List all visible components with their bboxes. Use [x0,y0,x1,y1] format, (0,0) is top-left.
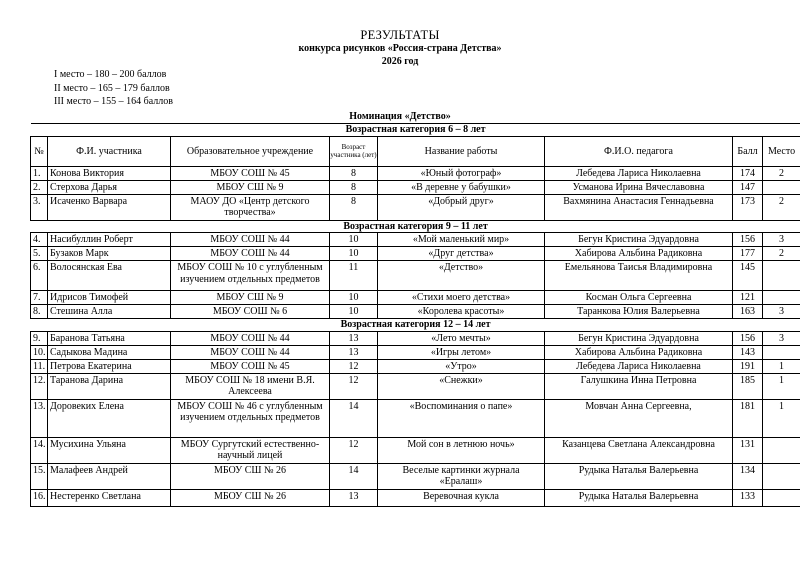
cell-teacher: Лебедева Лариса Николаевна [545,166,733,180]
cell-place: 3 [763,233,800,247]
cell-score: 181 [733,399,763,437]
cell-teacher: Хабирова Альбина Радиковна [545,247,733,261]
cell-score: 163 [733,305,763,319]
cell-institution: МБОУ СШ № 26 [171,463,330,489]
category-label: Возрастная категория 9 – 11 лет [31,220,800,233]
cell-place [763,261,800,291]
cell-score: 134 [733,463,763,489]
cell-number: 13. [31,399,48,437]
cell-work-title: Мой сон в летнюю ночь» [378,437,545,463]
scoring-line-first: I место – 180 – 200 баллов [54,69,167,80]
cell-teacher: Лебедева Лариса Николаевна [545,359,733,373]
cell-participant: Бузаков Марк [48,247,171,261]
cell-place [763,489,800,506]
cell-teacher: Таранкова Юлия Валерьевна [545,305,733,319]
table-row [31,489,800,506]
cell-score: 131 [733,437,763,463]
cell-work-title: «Снежки» [378,373,545,399]
cell-teacher: Бегун Кристина Эдуардовна [545,233,733,247]
cell-participant: Баранова Татьяна [48,331,171,345]
cell-teacher: Бегун Кристина Эдуардовна [545,331,733,345]
cell-number: 9. [31,331,48,345]
cell-place: 1 [763,359,800,373]
cell-institution: МБОУ СШ № 9 [171,291,330,305]
cell-age: 10 [330,291,378,305]
cell-score: 121 [733,291,763,305]
cell-age: 10 [330,233,378,247]
cell-age: 13 [330,331,378,345]
cell-teacher: Рудыка Наталья Валерьевна [545,463,733,489]
cell-place: 2 [763,166,800,180]
table-row [31,166,800,180]
cell-place [763,291,800,305]
document-year: 2026 год [381,56,419,67]
table-row [31,291,800,305]
cell-age: 12 [330,373,378,399]
cell-place: 2 [763,194,800,220]
cell-score: 185 [733,373,763,399]
table-row [31,463,800,489]
cell-place [763,345,800,359]
cell-age: 13 [330,489,378,506]
cell-participant: Петрова Екатерина [48,359,171,373]
cell-work-title: «Мой маленький мир» [378,233,545,247]
cell-work-title: «Добрый друг» [378,194,545,220]
cell-institution: МБОУ СШ № 9 [171,180,330,194]
cell-institution: МБОУ СШ № 26 [171,489,330,506]
cell-teacher: Рудыка Наталья Валерьевна [545,489,733,506]
header-work-title: Название работы [378,136,545,166]
cell-age: 13 [330,345,378,359]
cell-score: 173 [733,194,763,220]
cell-work-title: Веселые картинки журнала «Ералаш» [378,463,545,489]
cell-score: 147 [733,180,763,194]
cell-teacher: Хабирова Альбина Радиковна [545,345,733,359]
header-participant: Ф.И. участника [48,136,171,166]
table-row [31,399,800,437]
cell-teacher: Усманова Ирина Вячеславовна [545,180,733,194]
cell-work-title: «Лето мечты» [378,331,545,345]
cell-score: 133 [733,489,763,506]
cell-age: 8 [330,194,378,220]
cell-teacher: Мовчан Анна Сергеевна, [545,399,733,437]
cell-work-title: «Игры летом» [378,345,545,359]
cell-place: 1 [763,373,800,399]
cell-work-title: «Королева красоты» [378,305,545,319]
cell-place: 1 [763,399,800,437]
cell-place: 2 [763,247,800,261]
cell-teacher: Косман Ольга Сергеевна [545,291,733,305]
cell-work-title: «Детство» [378,261,545,291]
table-header-row [31,136,800,166]
cell-age: 14 [330,399,378,437]
category-row [31,124,800,137]
nomination-title: Номинация «Детство» [349,111,451,122]
cell-participant: Нестеренко Светлана [48,489,171,506]
header-teacher: Ф.И.О. педагога [545,136,733,166]
cell-participant: Исаченко Варвара [48,194,171,220]
cell-participant: Волосянская Ева [48,261,171,291]
table-row [31,247,800,261]
cell-participant: Стешина Алла [48,305,171,319]
cell-age: 11 [330,261,378,291]
cell-work-title: «Стихи моего детства» [378,291,545,305]
cell-score: 156 [733,331,763,345]
document-title: РЕЗУЛЬТАТЫ [360,28,440,42]
cell-teacher: Казанцева Светлана Александровна [545,437,733,463]
cell-participant: Идрисов Тимофей [48,291,171,305]
cell-number: 8. [31,305,48,319]
cell-number: 5. [31,247,48,261]
header-institution: Образовательное учреждение [171,136,330,166]
category-label: Возрастная категория 12 – 14 лет [31,319,800,332]
cell-score: 143 [733,345,763,359]
results-table [30,123,800,507]
cell-number: 7. [31,291,48,305]
cell-institution: МБОУ СОШ № 44 [171,247,330,261]
table-row [31,373,800,399]
cell-participant: Насибуллин Роберт [48,233,171,247]
cell-institution: МБОУ СОШ № 44 [171,233,330,247]
table-row [31,437,800,463]
cell-place: 3 [763,331,800,345]
cell-institution: МАОУ ДО «Центр детского творчества» [171,194,330,220]
cell-score: 177 [733,247,763,261]
table-row [31,359,800,373]
table-row [31,345,800,359]
cell-place [763,463,800,489]
header-score: Балл [733,136,763,166]
cell-work-title: Веревочная кукла [378,489,545,506]
cell-place [763,180,800,194]
category-row [31,220,800,233]
cell-age: 8 [330,166,378,180]
cell-institution: МБОУ СОШ № 18 имени В.Я. Алексеева [171,373,330,399]
cell-participant: Конова Виктория [48,166,171,180]
cell-work-title: «Утро» [378,359,545,373]
cell-institution: МБОУ Сургутский естественно-научный лицей [171,437,330,463]
cell-age: 12 [330,359,378,373]
cell-number: 6. [31,261,48,291]
cell-teacher: Емельянова Таисья Владимировна [545,261,733,291]
cell-place: 3 [763,305,800,319]
table-row [31,331,800,345]
cell-age: 10 [330,247,378,261]
cell-institution: МБОУ СОШ № 44 [171,345,330,359]
cell-score: 191 [733,359,763,373]
cell-age: 14 [330,463,378,489]
cell-work-title: «В деревне у бабушки» [378,180,545,194]
cell-number: 10. [31,345,48,359]
cell-number: 11. [31,359,48,373]
cell-number: 4. [31,233,48,247]
cell-participant: Доровеких Елена [48,399,171,437]
cell-participant: Мусихина Ульяна [48,437,171,463]
cell-number: 15. [31,463,48,489]
cell-place [763,437,800,463]
cell-number: 3. [31,194,48,220]
header-number: № [31,136,48,166]
cell-number: 2. [31,180,48,194]
scoring-line-second: II место – 165 – 179 баллов [54,83,170,94]
cell-institution: МБОУ СОШ № 46 с углубленным изучением отдельных предметов [171,399,330,437]
document-subtitle: конкурса рисунков «Россия-страна Детства» [298,43,502,54]
cell-score: 174 [733,166,763,180]
cell-score: 156 [733,233,763,247]
cell-number: 1. [31,166,48,180]
category-row [31,319,800,332]
cell-age: 8 [330,180,378,194]
cell-number: 12. [31,373,48,399]
cell-institution: МБОУ СОШ № 45 [171,359,330,373]
cell-number: 14. [31,437,48,463]
cell-work-title: «Воспоминания о папе» [378,399,545,437]
table-row [31,180,800,194]
cell-participant: Малафеев Андрей [48,463,171,489]
cell-institution: МБОУ СОШ № 10 с углубленным изучением отдельных предметов [171,261,330,291]
table-row [31,194,800,220]
cell-teacher: Вахмянина Анастасия Геннадьевна [545,194,733,220]
category-label: Возрастная категория 6 – 8 лет [31,124,800,137]
cell-teacher: Галушкина Инна Петровна [545,373,733,399]
scoring-line-third: III место – 155 – 164 баллов [54,96,173,107]
cell-age: 12 [330,437,378,463]
header-age: Возраст участника (лет) [330,136,378,166]
table-row [31,261,800,291]
cell-institution: МБОУ СОШ № 45 [171,166,330,180]
table-row [31,233,800,247]
cell-institution: МБОУ СОШ № 44 [171,331,330,345]
cell-institution: МБОУ СОШ № 6 [171,305,330,319]
cell-work-title: «Юный фотограф» [378,166,545,180]
header-place: Место [763,136,800,166]
cell-participant: Стерхова Дарья [48,180,171,194]
cell-work-title: «Друг детства» [378,247,545,261]
cell-participant: Таранова Дарина [48,373,171,399]
cell-number: 16. [31,489,48,506]
table-row [31,305,800,319]
cell-age: 10 [330,305,378,319]
cell-score: 145 [733,261,763,291]
cell-participant: Садыкова Мадина [48,345,171,359]
